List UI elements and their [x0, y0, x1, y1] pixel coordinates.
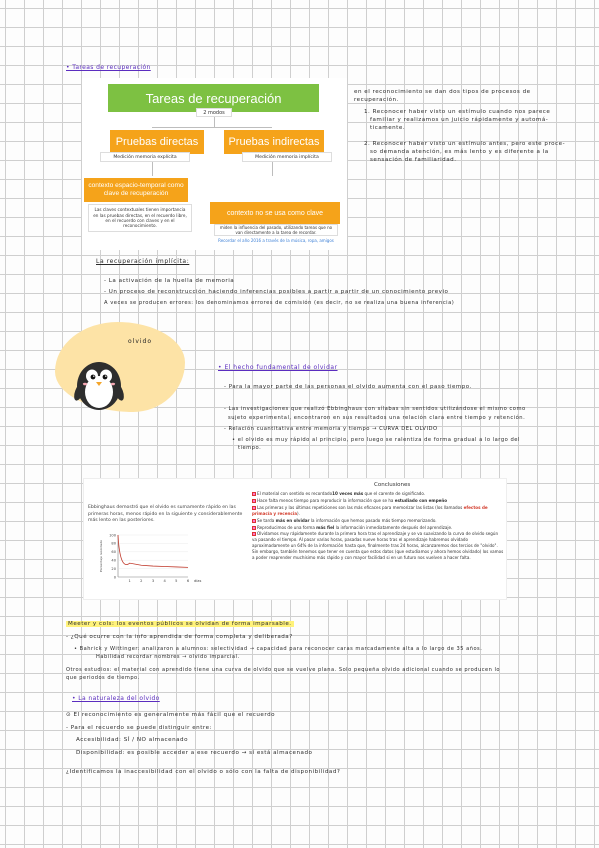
note-line: so demanda atención, es más lento y es diferente a la	[370, 149, 549, 155]
recognition-notes	[354, 88, 584, 164]
implicit-line: - Un proceso de reconstrucción haciendo inferencias posibles a partir a partir de un conocimiento previo	[104, 289, 449, 295]
x-axis-label: días	[194, 579, 202, 583]
bottom-line: - ¿Qué ocurre con la info aprendida de forma completa y deliberada?	[66, 634, 293, 640]
section-title-recovery-tasks: • Tareas de recuperación	[66, 64, 151, 71]
section-title-nature-of-forgetting: • La naturaleza del olvido	[72, 695, 160, 702]
nature-line: - Para el recuerdo se puede distinguir entre:	[66, 725, 212, 731]
x-tick-label: 1	[128, 579, 131, 583]
checkbox-icon	[252, 526, 256, 530]
note-line: 1. Reconocer haber visto un estímulo cuando nos parece	[364, 109, 551, 115]
forget-line: • el olvido es muy rápido al principio, pero luego se ralentiza de forma gradual a lo largo del	[232, 437, 520, 443]
note-line: recuperación.	[354, 97, 399, 103]
conclusion-item: Se tarda más en olvidar la información que hemos pasado más tiempo memorizando.	[252, 518, 504, 524]
y-tick-label: 80	[111, 541, 116, 546]
note-line: sensación de familiaridad.	[370, 157, 457, 163]
forgetting-curve-chart	[96, 531, 206, 591]
y-tick-label: 100	[109, 533, 116, 538]
forget-line: tiempo.	[238, 445, 262, 451]
checkbox-icon	[252, 506, 256, 510]
section-title-forgetting: • El hecho fundamental de olvidar	[218, 364, 338, 371]
note-line: ticamente.	[370, 125, 406, 131]
conclusion-item: El material con sentido es recordado10 veces más que el carente de significado.	[252, 491, 504, 497]
conclusions-list	[252, 491, 504, 562]
implicit-recovery-title: La recuperación implícita:	[96, 258, 190, 265]
context-as-cue-description: Las claves contextuales tienen importancia en las pruebas directas, en el recuerdo libre, en el recuerdo con claves y en el reconocimiento.	[88, 204, 192, 232]
nature-line: Disponibilidad: es posible acceder a ese recuerdo → sí está almacenado	[76, 750, 313, 756]
forget-line: - Relación cuantitativa entre memoria y tiempo → CURVA DEL OLVIDO	[224, 426, 438, 432]
y-tick-label: 60	[111, 550, 116, 555]
note-line: 2. Reconocer haber visto un estímulo antes, pero este proce-	[364, 141, 566, 147]
diagram-header: Tareas de recuperación	[108, 84, 319, 112]
implicit-line: A veces se producen errores: los denominamos errores de comisión (es decir, no se realiza una buena inferencia)	[104, 300, 455, 306]
forget-line: - Para la mayor parte de las personas el olvido aumenta con el paso tiempo.	[224, 384, 472, 390]
context-not-cue-note: Recordar el año 2016 a través de la música, ropa, amigos	[218, 238, 334, 243]
context-not-cue-box: contexto no se usa como clave	[210, 202, 340, 224]
y-tick-label: 40	[111, 558, 116, 563]
y-tick-label: 0	[113, 575, 116, 580]
note-line: familiar y realizamos un juicio rápidamente y automá-	[370, 117, 549, 123]
implicit-line: - La activación de la huella de memoria	[104, 278, 235, 284]
series-line	[118, 535, 188, 567]
nature-line: ⊙ El reconocimiento es generalmente más fácil que el recuerdo	[66, 712, 276, 718]
checkbox-icon	[252, 519, 256, 523]
nature-line: ¿Identificamos la inaccesibilidad con el olvido o sólo con la falta de disponibilidad?	[66, 769, 341, 775]
bottom-line: Meeter y cols: los eventos públicos se olvidan de forma imparsable.	[68, 621, 292, 627]
y-tick-label: 20	[111, 566, 116, 571]
x-tick-label: 2	[140, 579, 143, 583]
penguin-illustration	[72, 352, 126, 412]
conclusion-item: Hace falta menos tiempo para reproducir la información que se ha estudiado con empeño	[252, 498, 504, 504]
note-line: en el reconocimiento se dan dos tipos de procesos de	[354, 89, 531, 95]
x-tick-label: 6	[186, 579, 190, 583]
bottom-line: que periodos de tiempo.	[66, 675, 140, 681]
context-as-cue-box: contexto espacio-temporal como clave de recuperación	[84, 178, 188, 202]
forget-line: sujeto experimental, encontraron en sus resultados una relación clara entre tiempo y retención.	[228, 415, 526, 421]
checkbox-icon	[252, 499, 256, 503]
x-tick-label: 4	[163, 579, 166, 583]
x-tick-label: 5	[175, 579, 178, 583]
recovery-tasks-diagram	[82, 78, 347, 250]
olvido-label: olvido	[128, 338, 153, 345]
ebbinghaus-description: Ebbinghaus demostró que el olvido es sumamente rápido en las primeras horas, menos rápido en la siguiente y considerablemente más lento en las posteriores.	[88, 505, 243, 523]
conclusion-item: Olvidamos muy rápidamente durante la primera hora tras el aprendizaje y se va suavizando la curva de olvido según va pasando el tiempo. Al pasar varias horas, pasadas nueve horas tras el aprendizaje habremos olvidado aproximadamente un 64% de la información hasta que, finalmente tras 24 horas, alcanzaremos dos tercios de "olvido". Sin embargo, también tenemos que tener en cuenta que estos datos (que estudiamos y ahora hemos olvidado) los vamos a poder reaprender muchísimo más rápido y con mayor facilidad si en un futuro nos vuelven a hacer falta.	[252, 531, 504, 561]
conclusion-item: Las primeras y las últimas repeticiones son las más eficaces para memorizar las listas (los llamados efectos de primacía y recencia).	[252, 504, 488, 516]
y-axis-label: Porcentaje recordado	[99, 540, 103, 572]
x-tick-label: 3	[151, 579, 155, 583]
nature-line: Accesibilidad: SÍ / NO almacenado	[76, 737, 189, 743]
bottom-line: Otros estudios: el material con aprendido tiene una curva de olvido que se vuelve plana. Solo pequeña olvido adicional cuando se producen lo	[66, 667, 501, 673]
indirect-tests-box: Pruebas indirectas	[224, 130, 324, 154]
indirect-tests-subtitle: Medición memoria implícita	[242, 152, 332, 162]
context-not-cue-description: miden la influencia del pasado, utilizando tareas que no van directamente a la tarea de recordar.	[214, 224, 338, 236]
conclusions-title: Conclusiones	[374, 482, 411, 488]
forget-line: - Las investigaciones que realizó Ebbinghaus con sílabas sin sentidos utilizándose el mismo como	[224, 406, 526, 412]
diagram-modes-label: 2 modos	[196, 108, 232, 117]
direct-tests-box: Pruebas directas	[110, 130, 204, 154]
checkbox-icon	[252, 532, 256, 536]
bottom-line: • Bahrick y Wittinger: analizaron a alumnos: selectividad → capacidad para reconocer caras marcadamente alta a lo largo de 35 años.	[74, 646, 483, 652]
checkbox-icon	[252, 492, 256, 496]
forgetting-curve-panel	[83, 478, 507, 600]
direct-tests-subtitle: Medición memoria explícita	[100, 152, 190, 162]
conclusion-item: Reproducimos de una forma más fiel la información inmediatamente después del aprendizaje.	[252, 525, 504, 531]
bottom-line: Habilidad recordar nombres → olvido imparcial.	[96, 654, 240, 660]
